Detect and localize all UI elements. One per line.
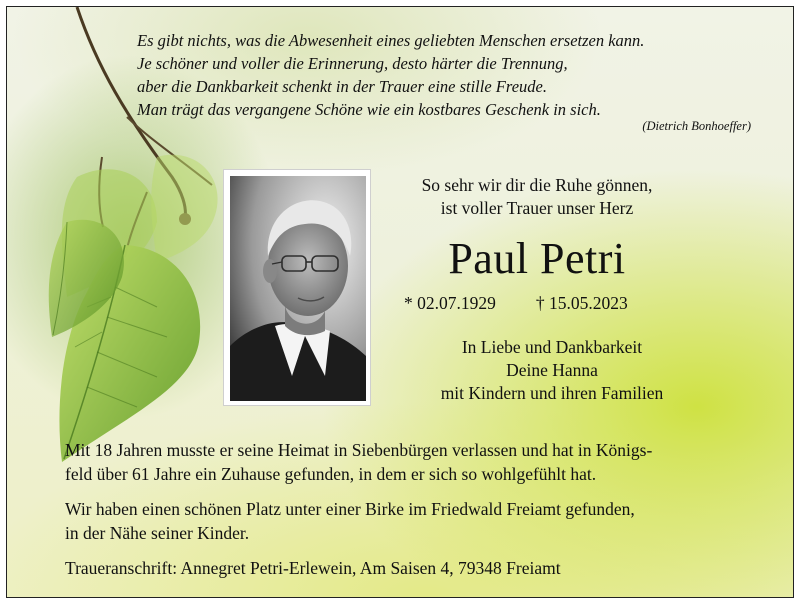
mourners-line: Deine Hanna — [506, 360, 598, 380]
burial-paragraph — [65, 497, 635, 545]
quote-line: Es gibt nichts, was die Abwesenheit eines geliebten Menschen ersetzen kann. — [137, 31, 645, 50]
obituary-card — [6, 6, 794, 598]
quote-line: Man trägt das vergangene Schöne wie ein kostbares Geschenk in sich. — [137, 100, 601, 119]
quote-line: Je schöner und voller die Erinnerung, desto härter die Trennung, — [137, 54, 568, 73]
death-date: † 15.05.2023 — [535, 293, 628, 313]
deceased-name: Paul Petri — [448, 234, 626, 283]
intro-text — [387, 174, 687, 220]
mourners-signature — [387, 336, 717, 405]
intro-line: So sehr wir dir die Ruhe gönnen, — [421, 175, 653, 195]
paragraph-line: in der Nähe seiner Kinder. — [65, 523, 250, 543]
mourning-address — [65, 556, 561, 580]
portrait-image — [230, 176, 366, 401]
biography-paragraph — [65, 438, 652, 486]
paragraph-line: Mit 18 Jahren musste er seine Heimat in Siebenbürgen verlassen und hat in Königs- — [65, 440, 653, 460]
quote-line: aber die Dankbarkeit schenkt in der Trauer eine stille Freude. — [137, 77, 547, 96]
life-dates — [404, 293, 628, 314]
portrait-photo — [223, 169, 371, 406]
address-line: Traueranschrift: Annegret Petri-Erlewein, Am Saisen 4, 79348 Freiamt — [65, 558, 561, 578]
intro-line: ist voller Trauer unser Herz — [440, 198, 634, 218]
paragraph-line: Wir haben einen schönen Platz unter einer Birke im Friedwald Freiamt gefunden, — [65, 499, 635, 519]
mourners-line: mit Kindern und ihren Familien — [440, 383, 664, 403]
mourners-line: In Liebe und Dankbarkeit — [461, 337, 643, 357]
birth-date: * 02.07.1929 — [404, 293, 496, 313]
quote — [137, 29, 757, 121]
paragraph-line: feld über 61 Jahre ein Zuhause gefunden, in dem er sich so wohlgefühlt hat. — [65, 464, 597, 484]
quote-author: (Dietrich Bonhoeffer) — [642, 119, 751, 133]
